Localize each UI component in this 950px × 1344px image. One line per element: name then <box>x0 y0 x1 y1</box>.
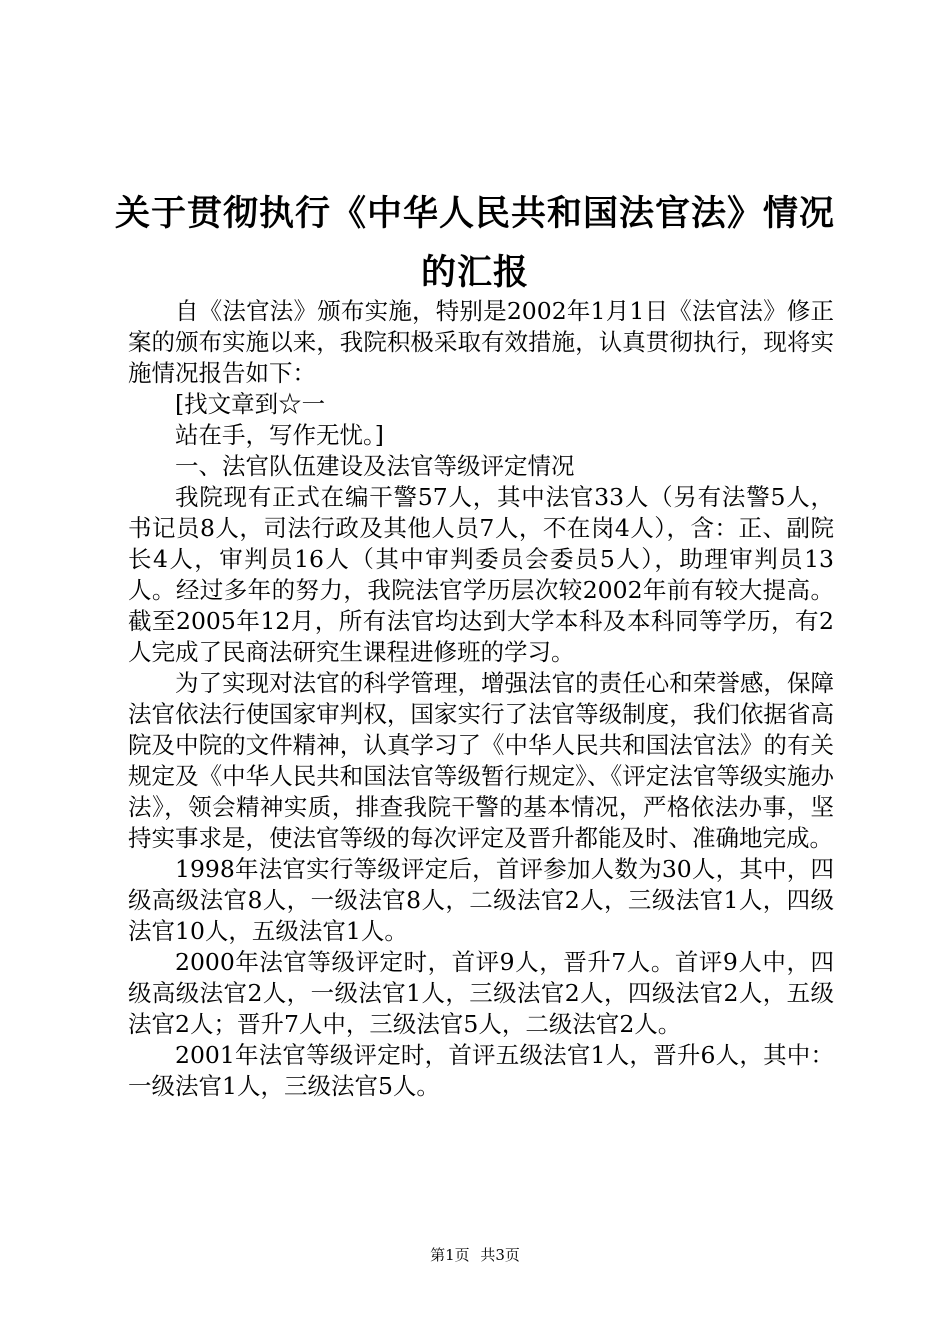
paragraph-ad-line-1: [找文章到☆一 <box>175 390 326 418</box>
paragraph-intro: 自《法官法》颁布实施，特别是2002年1月1日《法官法》修正案的颁布实施以来，我院积极采取有效措施，认真贯彻执行，现将实施情况报告如下： <box>128 297 834 387</box>
paragraph-ad-line-2: 站在手，写作无忧。] <box>175 421 384 449</box>
paragraph-2000: 2000年法官等级评定时，首评9人，晋升7人。首评9人中，四级高级法官2人，一级法官1人，三级法官2人，四级法官2人，五级法官2人；晋升7人中，三级法官5人，二级法官2人。 <box>128 948 834 1038</box>
page-footer <box>0 1244 950 1265</box>
paragraph-1998: 1998年法官实行等级评定后，首评参加人数为30人，其中，四级高级法官8人，一级法官8人，二级法官2人，三级法官1人，四级法官10人，五级法官1人。 <box>128 855 834 945</box>
document-title-line-2: 的汇报 <box>420 253 529 293</box>
paragraph-rank-system: 为了实现对法官的科学管理，增强法官的责任心和荣誉感，保障法官依法行使国家审判权，国家实行了法官等级制度，我们依据省高院及中院的文件精神，认真学习了《中华人民共和国法官法》的有关规定及《中华人民共和国法官等级暂行规定》、《评定法官等级实施办法》，领会精神实质，排查我院干警的基本情况，严格依法办事，坚持实事求是，使法官等级的每次评定及晋升都能及时、准确地完成。 <box>128 669 834 852</box>
document-body <box>128 296 834 1102</box>
document-title-line-1: 关于贯彻执行《中华人民共和国法官法》情况 <box>114 194 835 234</box>
page-number: 第1页 <box>430 1246 470 1264</box>
page-total: 共3页 <box>480 1246 520 1264</box>
section-heading: 一、法官队伍建设及法官等级评定情况 <box>175 452 575 480</box>
paragraph-2001: 2001年法官等级评定时，首评五级法官1人，晋升6人，其中：一级法官1人，三级法官5人。 <box>128 1041 834 1100</box>
paragraph-staffing: 我院现有正式在编干警57人，其中法官33人（另有法警5人，书记员8人，司法行政及其他人员7人，不在岗4人），含：正、副院长4人，审判员16人（其中审判委员会委员5人），助理审判员13人。经过多年的努力，我院法官学历层次较2002年前有较大提高。截至2005年12月，所有法官均达到大学本科及本科同等学历，有2人完成了民商法研究生课程进修班的学习。 <box>128 483 834 666</box>
